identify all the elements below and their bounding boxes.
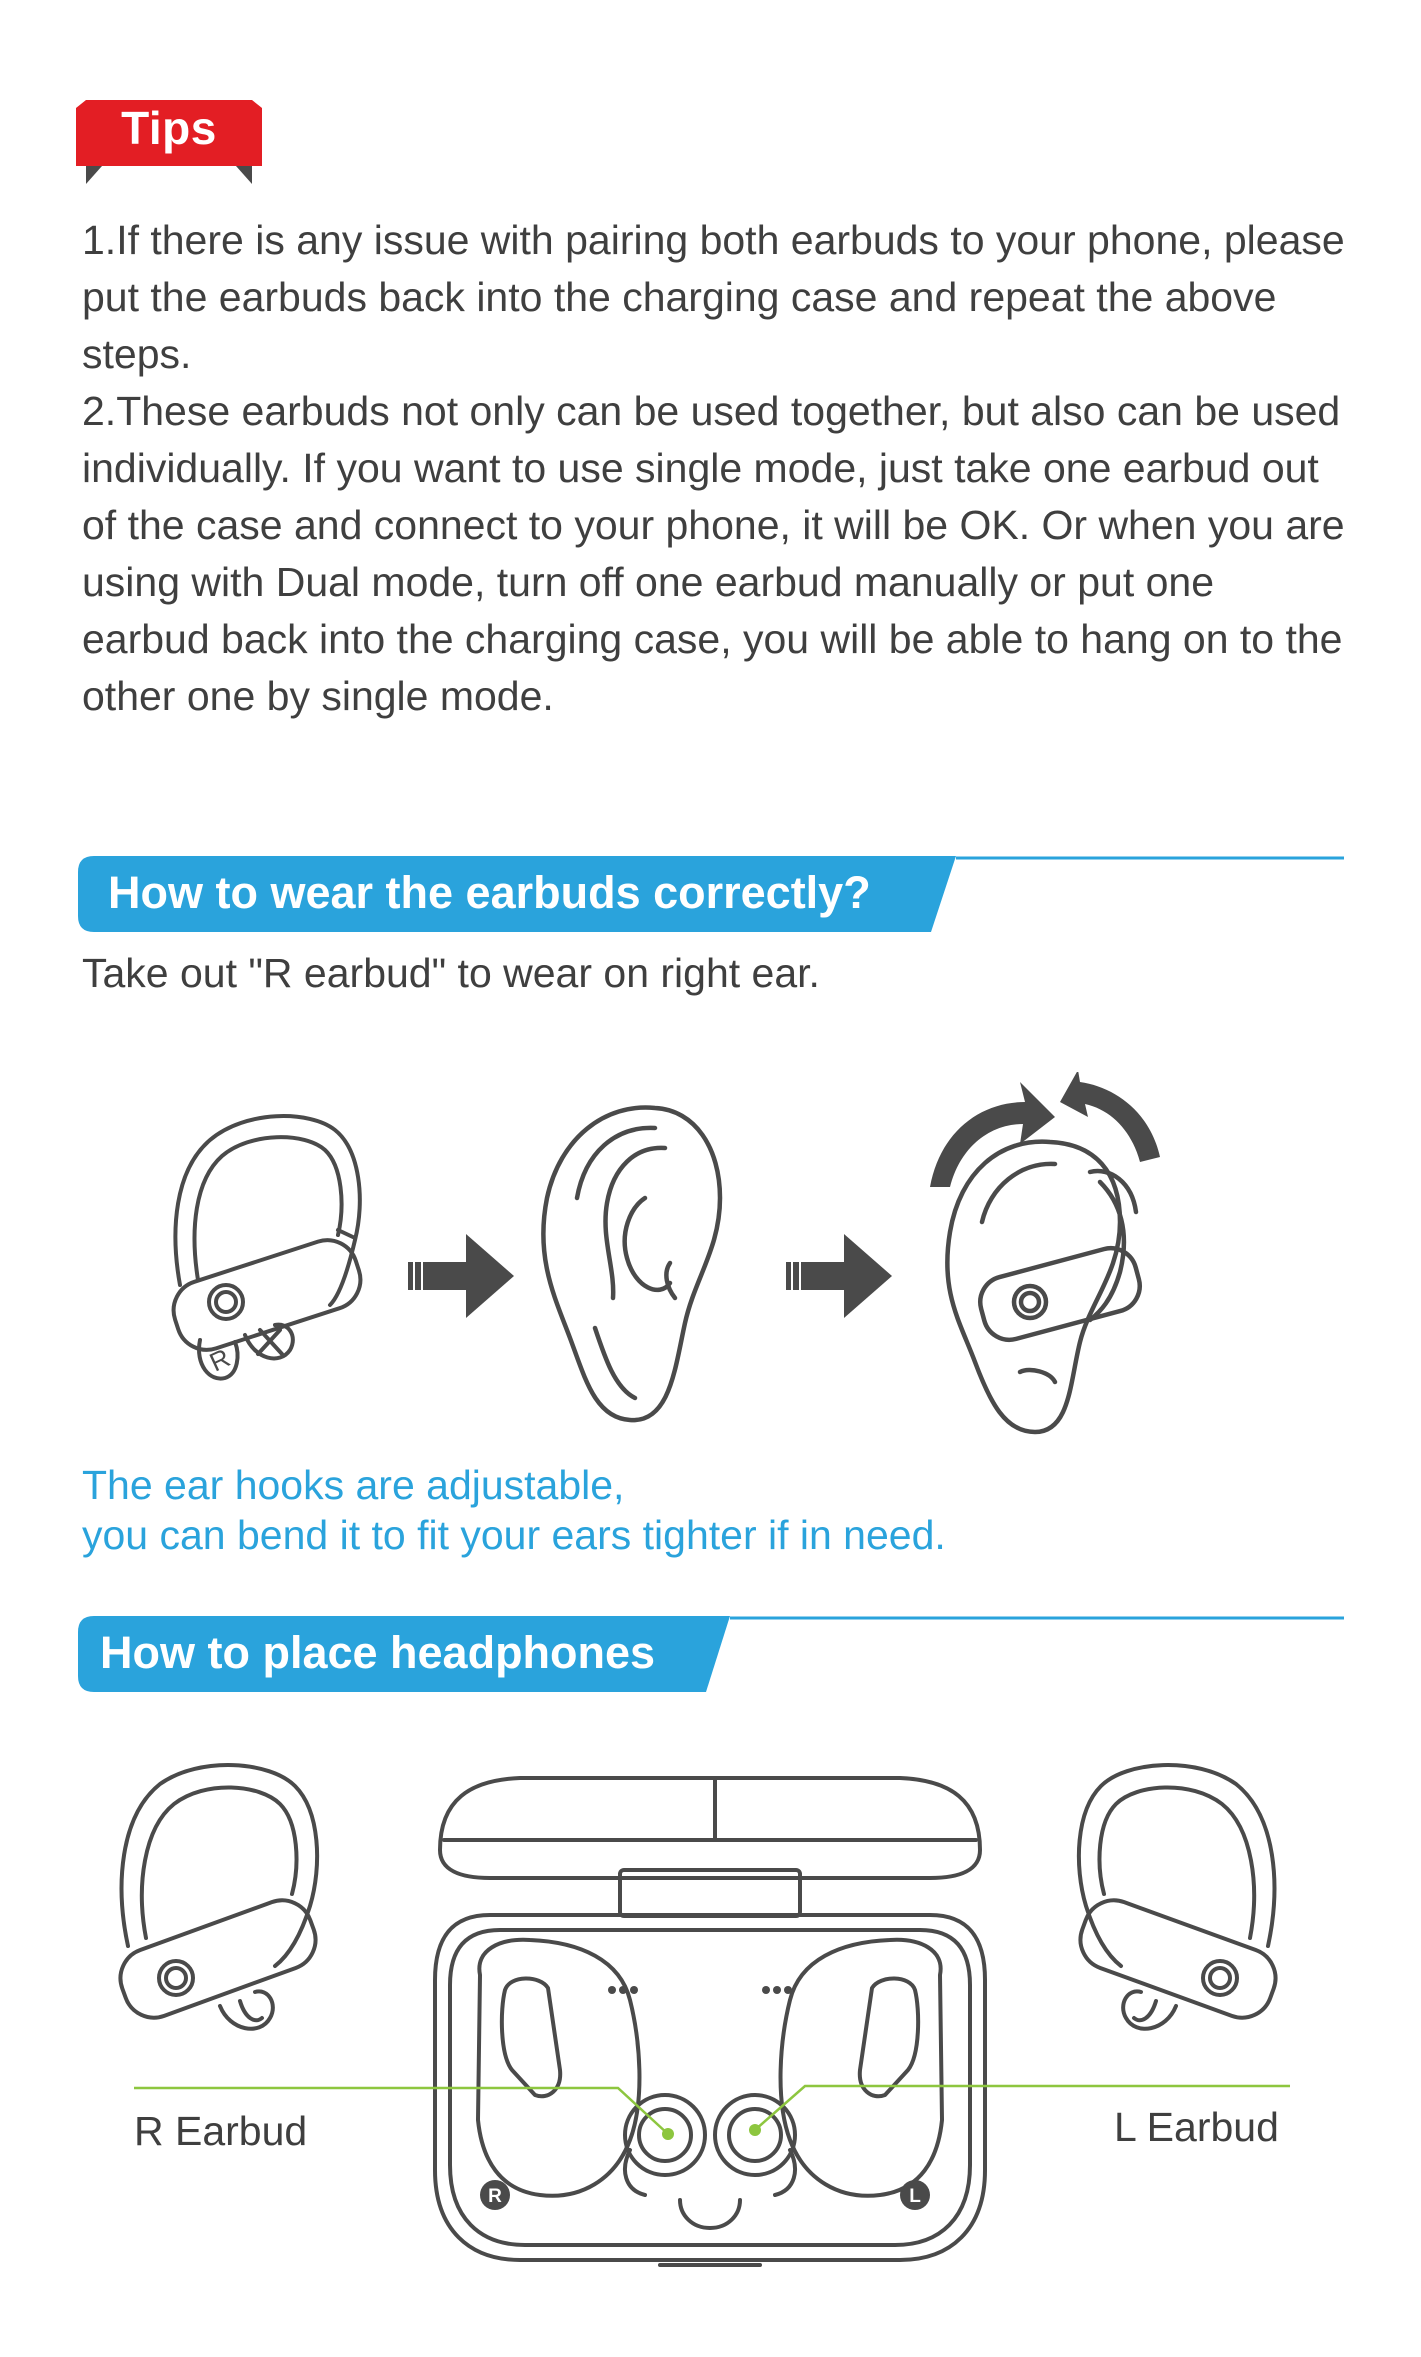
- earbud-left-icon: [1066, 1756, 1286, 2056]
- r-earbud-label: R Earbud: [134, 2108, 308, 2154]
- arrow-right-icon: [408, 1234, 518, 1318]
- l-earbud-label: L Earbud: [1114, 2104, 1279, 2150]
- arrow-right-icon: [786, 1234, 896, 1318]
- earbud-right-icon: [110, 1756, 330, 2056]
- ear-icon: [535, 1098, 725, 1428]
- earbud-worn-icon: [920, 1072, 1170, 1442]
- tips-badge-label: Tips: [121, 102, 217, 154]
- tips-body: [82, 212, 1352, 725]
- earbud-r-marker: R: [204, 1342, 235, 1378]
- rotate-arrows-icon: [930, 1072, 1160, 1187]
- case-marker-r: R: [488, 2186, 502, 2207]
- wear-section-title: How to wear the earbuds correctly?: [108, 867, 871, 918]
- place-section-title: How to place headphones: [100, 1627, 656, 1678]
- earbud-r-icon: [160, 1110, 380, 1400]
- tips-paragraph-1: 1.If there is any issue with pairing both earbuds to your phone, please put the earbuds back into the charging case and repeat the above steps.: [82, 217, 1345, 377]
- place-section-header: [76, 1614, 1344, 1694]
- wear-instruction: Take out "R earbud" to wear on right ear.: [82, 950, 820, 996]
- ear-hook-note-line-1: The ear hooks are adjustable,: [82, 1462, 625, 1508]
- wear-section-header: [76, 854, 1344, 934]
- charging-case-icon: [430, 1770, 990, 2270]
- ear-hook-note-line-2: you can bend it to fit your ears tighter if in need.: [82, 1512, 946, 1558]
- case-marker-l: L: [909, 2186, 921, 2207]
- tips-badge: [76, 96, 262, 186]
- ear-hook-note: [82, 1460, 946, 1560]
- tips-paragraph-2: 2.These earbuds not only can be used together, but also can be used individually. If you want to use single mode, just take one earbud out of the case and connect to your phone, it will be OK. Or when you are using with Dual mode, turn off one earbud manually or put one earbud back into the charging case, you will be able to hang on to the other one by single mode.: [82, 388, 1345, 719]
